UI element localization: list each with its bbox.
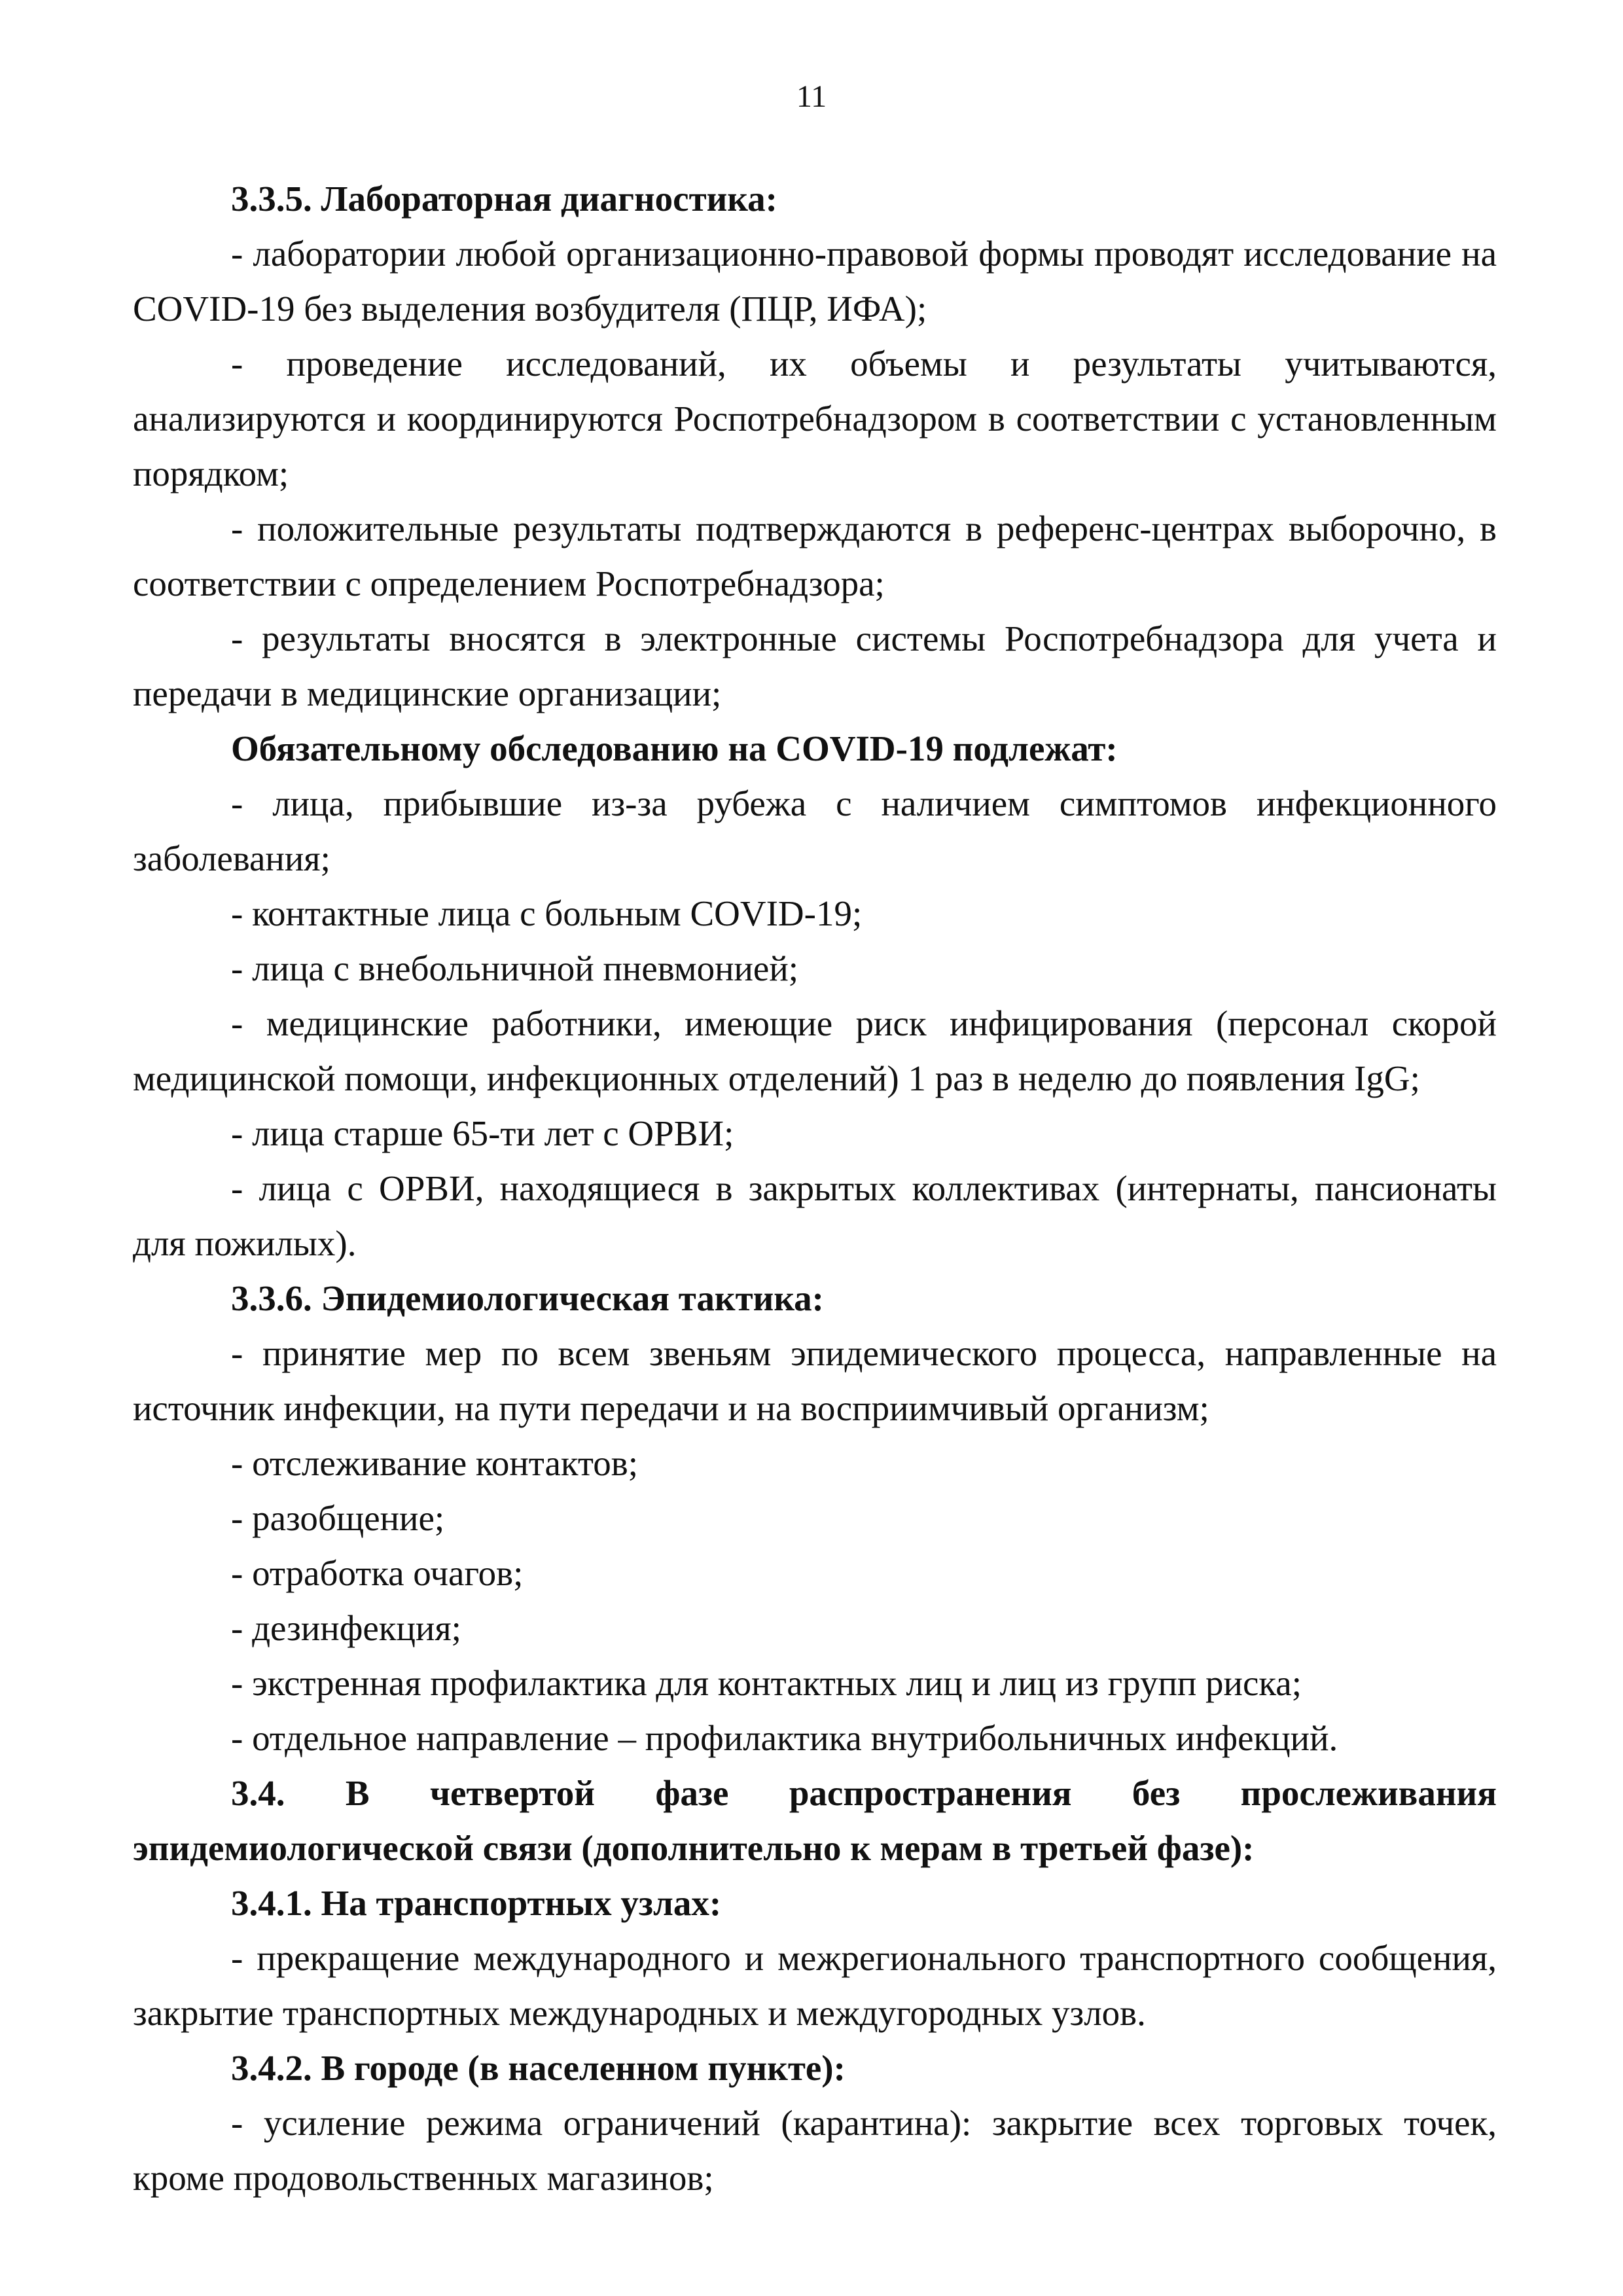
list-item: - проведение исследований, их объемы и результаты учитываются, анализируются и координируются Роспотребнадзором в соответствии с установленным порядком; — [133, 344, 1497, 493]
list-item: - разобщение; — [231, 1498, 445, 1538]
heading-transport-hubs: 3.4.1. На транспортных узлах: — [231, 1883, 722, 1923]
heading-fourth-phase: 3.4. В четвертой фазе распространения без прослеживания эпидемиологической связи (дополнительно к мерам в третьей фазе): — [133, 1773, 1497, 1868]
list-item: - лица, прибывшие из-за рубежа с наличием симптомов инфекционного заболевания; — [133, 783, 1497, 878]
list-item: - лица с ОРВИ, находящиеся в закрытых коллективах (интернаты, пансионаты для пожилых). — [133, 1168, 1497, 1263]
list-item: - экстренная профилактика для контактных лиц и лиц из групп риска; — [231, 1663, 1302, 1703]
list-item: - принятие мер по всем звеньям эпидемического процесса, направленные на источник инфекции, на пути передачи и на восприимчивый организм; — [133, 1333, 1497, 1428]
list-item: - лица с внебольничной пневмонией; — [231, 948, 799, 988]
document-body — [133, 171, 1497, 2206]
heading-in-city: 3.4.2. В городе (в населенном пункте): — [231, 2048, 846, 2088]
heading-mandatory-testing: Обязательному обследованию на COVID-19 подлежат: — [231, 728, 1118, 768]
list-item: - прекращение международного и межрегионального транспортного сообщения, закрытие транспортных международных и междугородных узлов. — [133, 1938, 1497, 2033]
list-item: - лаборатории любой организационно-правовой формы проводят исследование на COVID-19 без выделения возбудителя (ПЦР, ИФА); — [133, 234, 1497, 329]
page-number: 11 — [796, 79, 827, 114]
list-item: - отслеживание контактов; — [231, 1443, 638, 1483]
list-item: - лица старше 65-ти лет с ОРВИ; — [231, 1113, 734, 1153]
list-item: - медицинские работники, имеющие риск инфицирования (персонал скорой медицинской помощи, инфекционных отделений) 1 раз в неделю до появления IgG; — [133, 1003, 1497, 1098]
list-item: - дезинфекция; — [231, 1608, 461, 1648]
heading-epidemiological-tactics: 3.3.6. Эпидемиологическая тактика: — [231, 1278, 824, 1318]
list-item: - усиление режима ограничений (карантина): закрытие всех торговых точек, кроме продовольственных магазинов; — [133, 2103, 1497, 2198]
heading-lab-diagnostics: 3.3.5. Лабораторная диагностика: — [231, 179, 777, 219]
list-item: - отдельное направление – профилактика внутрибольничных инфекций. — [231, 1718, 1338, 1758]
list-item: - результаты вносятся в электронные системы Роспотребнадзора для учета и передачи в медицинские организации; — [133, 619, 1497, 713]
list-item: - отработка очагов; — [231, 1553, 524, 1593]
list-item: - контактные лица с больным COVID-19; — [231, 893, 863, 933]
list-item: - положительные результаты подтверждаются в референс-центрах выборочно, в соответствии с определением Роспотребнадзора; — [133, 509, 1497, 603]
